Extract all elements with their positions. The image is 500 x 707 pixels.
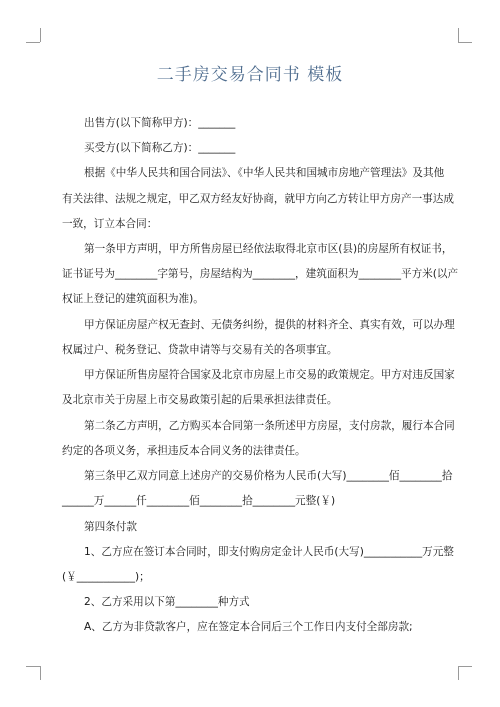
- article-4-heading: 第四条付款: [84, 521, 137, 533]
- document-title: 二手房交易合同书 模板: [156, 65, 344, 85]
- payment-option-a-line: A、乙方为非贷款客户，应在签定本合同后三个工作日内支付全部房款;: [84, 621, 413, 633]
- preamble-line-1: 根据《中华人民共和国合同法》、《中华人民共和国城市房地产管理法》及其他: [84, 167, 445, 179]
- guarantee-2-line-1: 甲方保证所售房屋符合国家及北京市房屋上市交易的政策规定。甲方对违反国家: [84, 369, 455, 381]
- article-3-line-2: ______万______仟________佰________拾________元整(￥): [62, 495, 336, 507]
- guarantee-1-line-2: 权属过户、税务登记、贷款申请等与交易有关的各项事宜。: [62, 344, 338, 356]
- article-1-line-3: 权证上登记的建筑面积为准)。: [62, 293, 204, 305]
- guarantee-2-line-2: 及北京市关于房屋上市交易政策引起的后果承担法律责任。: [62, 394, 338, 406]
- buyer-line: 买受方(以下简称乙方)：_______: [84, 142, 236, 154]
- article-3-line-1: 第三条甲乙双方同意上述房产的交易价格为人民币(大写)________佰________拾: [84, 470, 453, 482]
- article-1-line-1: 第一条甲方声明，甲方所售房屋已经依法取得北京市区(县)的房屋所有权证书，: [84, 243, 453, 255]
- payment-1-line-1: 1、乙方应在签订本合同时，即支付购房定金计人民币(大写)___________万元整: [84, 546, 454, 558]
- article-2-line-1: 第二条乙方声明，乙方购买本合同第一条所述甲方房屋，支付房款，履行本合同: [84, 420, 455, 432]
- preamble-line-3: 一致，订立本合同：: [62, 218, 158, 230]
- seller-line: 出售方(以下简称甲方)：_______: [84, 117, 236, 129]
- guarantee-1-line-1: 甲方保证房屋产权无查封、无债务纠纷，提供的材料齐全、真实有效，可以办理: [84, 319, 455, 331]
- preamble-line-2: 有关法律、法规之规定，甲乙双方经友好协商，就甲方向乙方转让甲方房产一事达成: [62, 193, 454, 205]
- article-2-line-2: 约定的各项义务，承担违反本合同义务的法律责任。: [62, 445, 306, 457]
- article-1-line-2: 证书证号为________字第号，房屋结构为________，建筑面积为________平方米(以产: [62, 268, 459, 280]
- payment-2-line: 2、乙方采用以下第________种方式: [84, 596, 250, 608]
- payment-1-line-2: (￥___________)；: [62, 571, 150, 583]
